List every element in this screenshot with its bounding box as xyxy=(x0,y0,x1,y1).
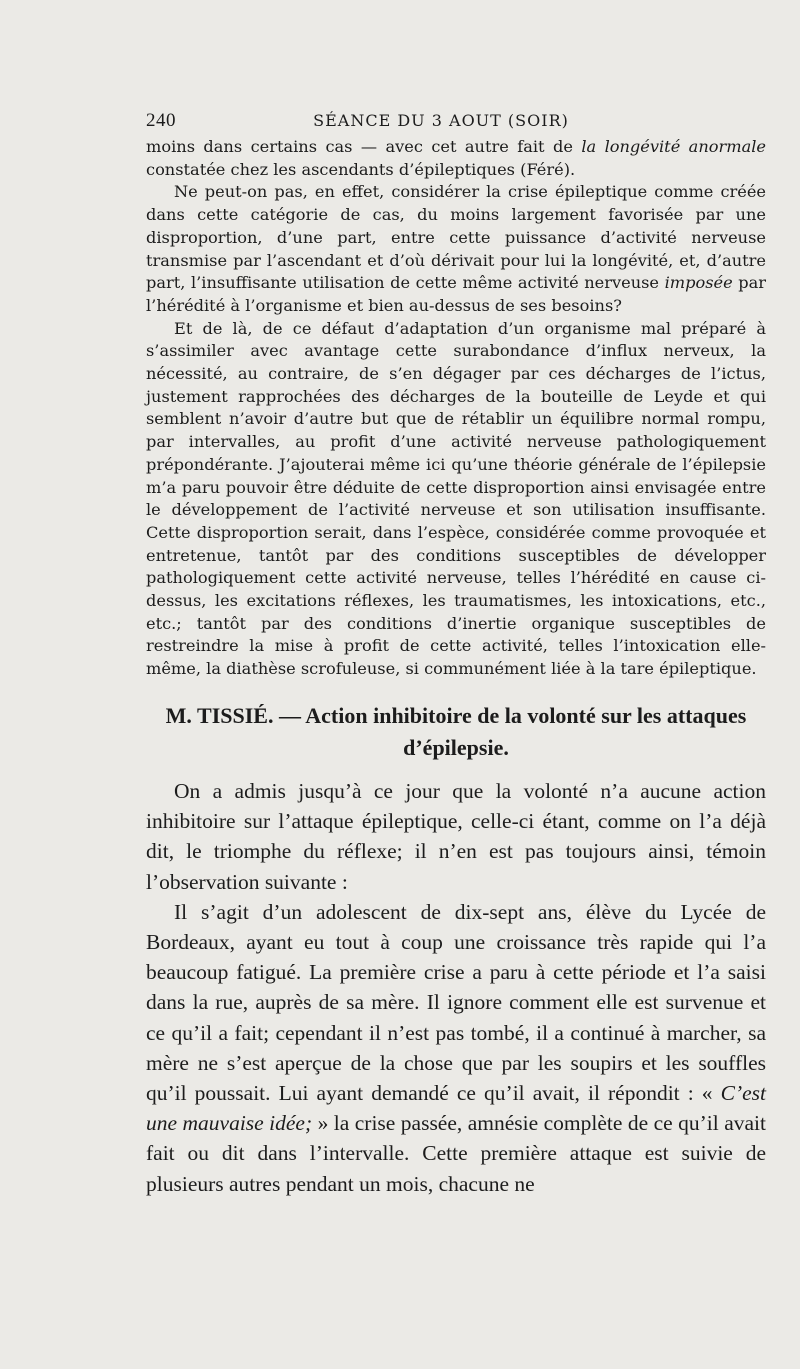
running-header xyxy=(146,110,766,132)
article-heading: M. TISSIÉ. — Action inhibitoire de la volonté sur les attaques d’épilepsie. xyxy=(165,703,747,760)
paragraph: Il s’agit d’un adolescent de dix-sept ans, élève du Lycée de Bordeaux, ayant eu tout à coup une croissance très rapide qui l’a beaucoup fatigué. La première crise a paru à cette période et l’a saisi dans la rue, auprès de sa mère. Il ignore comment elle est survenue et ce qu’il a fait; cependant il n’est pas tombé, il a continué à marcher, sa mère ne s’est aperçue de la chose que par les soupirs et les souffles qu’il poussait. Lui ayant demandé ce qu’il avait, il répondit : « C’est une mauvaise idée; » la crise passée, amnésie complète de ce qu’il avait fait ou dit dans l’intervalle. Cette première attaque est suivie de plusieurs autres pendant un mois, chacune ne xyxy=(146,899,766,1196)
article-text xyxy=(146,776,766,1199)
running-title: SÉANCE DU 3 AOUT (SOIR) xyxy=(313,111,569,130)
page-number: 240 xyxy=(146,110,176,131)
paragraph: moins dans certains cas — avec cet autre fait de la longévité anormale constatée chez les ascendants d’épileptiques (Féré). xyxy=(146,137,767,179)
paragraph: Et de là, de ce défaut d’adaptation d’un organisme mal préparé à s’assimiler avec avantage cette surabondance d’influx nerveux, la nécessité, au contraire, de s’en dégager par ces décharges de l’ictus, justement rapprochées des décharges de la bouteille de Leyde et qui semblent n’avoir d’autre but que de rétablir un équilibre normal rompu, par intervalles, au profit d’une activité nerveuse pathologiquement prépondérante. J’ajouterai même ici qu’une théorie générale de l’épilepsie m’a paru pouvoir être déduite de cette disproportion ainsi envisagée entre le développement de l’activité nerveuse et son utilisation insuffisante. Cette disproportion serait, dans l’espèce, considérée comme provoquée et entretenue, tantôt par des conditions susceptibles de développer pathologiquement cette activité nerveuse, telles l’hérédité en cause ci-dessus, les excitations réflexes, les traumatismes, les intoxications, etc., etc.; tantôt par des conditions d’inertie organique susceptibles de restreindre la mise à profit de cette activité, telles l’intoxication elle-même, la diathèse scrofuleuse, si communément liée à la tare épileptique. xyxy=(146,318,766,679)
previous-article-text xyxy=(146,136,766,681)
paragraph: On a admis jusqu’à ce jour que la volonté n’a aucune action inhibitoire sur l’attaque épileptique, celle-ci étant, comme on l’a déjà dit, le triomphe du réflexe; il n’en est pas toujours ainsi, témoin l’observation suivante : xyxy=(146,779,766,894)
paragraph: Ne peut-on pas, en effet, considérer la crise épileptique comme créée dans cette catégorie de cas, du moins largement favorisée par une disproportion, d’une part, entre cette puissance d’activité nerveuse transmise par l’ascendant et d’où dérivait pour lui la longévité, et, d’autre part, l’insuffisante utilisation de cette même activité nerveuse imposée par l’hérédité à l’organisme et bien au-dessus de ses besoins? xyxy=(146,182,766,315)
